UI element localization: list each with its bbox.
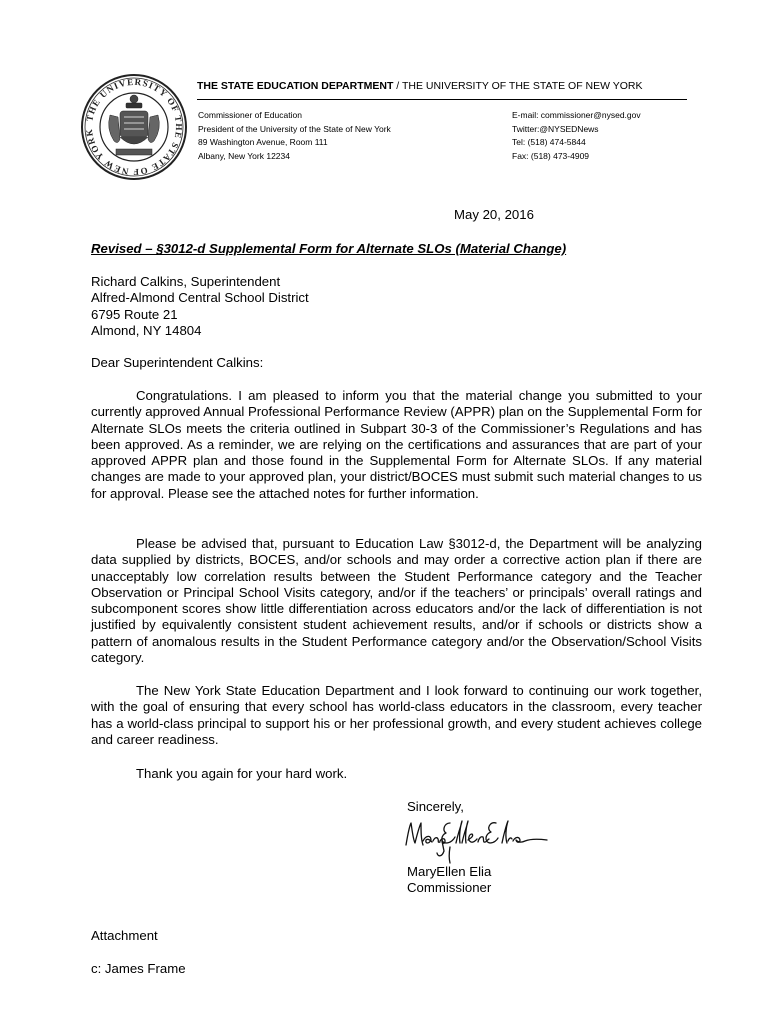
body-paragraph: Congratulations. I am pleased to inform you that the material change you submitted to your currently approved Annual Professional Performance Review (APPR) plan on the Supplemental Form for Alternate SLOs meets the criteria outlined in Subpart 30-3 of the Commissioner’s Regulations and has been approved. As a reminder, we are relying on the certifications and assurances that are part of your approved APPR plan and those found in the Supplemental Form for Alternate SLOs. If any material changes are made to your approved plan, your district/BOCES must submit such material changes to us for approval. Please see the attached notes for further information. — [91, 388, 702, 501]
contact-line: Tel: (518) 474-5844 — [512, 137, 586, 147]
state-seal-image — [80, 73, 188, 181]
letterhead-address — [198, 109, 391, 163]
letterhead-rule — [197, 99, 687, 100]
contact-line: E-mail: commissioner@nysed.gov — [512, 110, 641, 120]
recipient-line: Richard Calkins, Superintendent — [91, 274, 281, 289]
signer-title: Commissioner — [407, 880, 492, 895]
address-line: 89 Washington Avenue, Room 111 — [198, 137, 328, 147]
recipient-line: Alfred-Almond Central School District — [91, 290, 309, 306]
attachment-note: Attachment — [91, 928, 158, 943]
address-line: President of the University of the State of New York — [198, 123, 391, 134]
address-line: Albany, New York 12234 — [198, 150, 290, 161]
recipient-line: 6795 Route 21 — [91, 306, 178, 322]
thanks-line: Thank you again for your hard work. — [136, 766, 348, 781]
body-paragraph: The New York State Education Department and I look forward to continuing our work together, with the goal of ensuring that every school has world-class educators in the classroom, every teacher has a world-class principal to support his or her professional growth, and every student achieves college and career readiness. — [91, 683, 702, 747]
letterhead-title-rest: / THE UNIVERSITY OF THE STATE OF NEW YORK — [393, 80, 643, 92]
handwritten-signature — [398, 813, 558, 865]
cc-note: c: James Frame — [91, 961, 186, 976]
recipient-line: Almond, NY 14804 — [91, 322, 202, 338]
svg-text:THE UNIVERSITY OF THE STATE OF: THE UNIVERSITY OF THE STATE OF NEW YORK — [83, 76, 185, 178]
letter-subject: Revised – §3012-d Supplemental Form for Alternate SLOs (Material Change) — [91, 241, 567, 256]
recipient-address — [91, 274, 702, 339]
letterhead-contact — [512, 109, 641, 163]
address-line: Commissioner of Education — [198, 110, 302, 120]
salutation: Dear Superintendent Calkins: — [91, 355, 264, 370]
signer-name: MaryEllen Elia — [407, 864, 492, 879]
contact-line: Fax: (518) 473-4909 — [512, 150, 590, 161]
contact-line: Twitter:@NYSEDNews — [512, 123, 599, 134]
letter-date: May 20, 2016 — [454, 207, 534, 222]
letterhead-title — [197, 80, 643, 92]
letterhead-title-bold: THE STATE EDUCATION DEPARTMENT — [197, 80, 394, 92]
body-paragraph: Please be advised that, pursuant to Education Law §3012-d, the Department will be analyzing data supplied by districts, BOCES, and/or schools and may order a corrective action plan if there are unacceptably low correlation results between the Student Performance category and the Teacher Observation or Principal School Visits category, and/or if the teachers’ or principals’ overall ratings and subcomponent scores show little differentiation across educators and/or the lack of differentiation is not justified by equivalently consistent student achievement results, and/or if schools or districts show a pattern of anomalous results in the Student Performance category and/or the Observation/School Visits category. — [91, 536, 702, 666]
closing: Sincerely, — [407, 799, 464, 814]
